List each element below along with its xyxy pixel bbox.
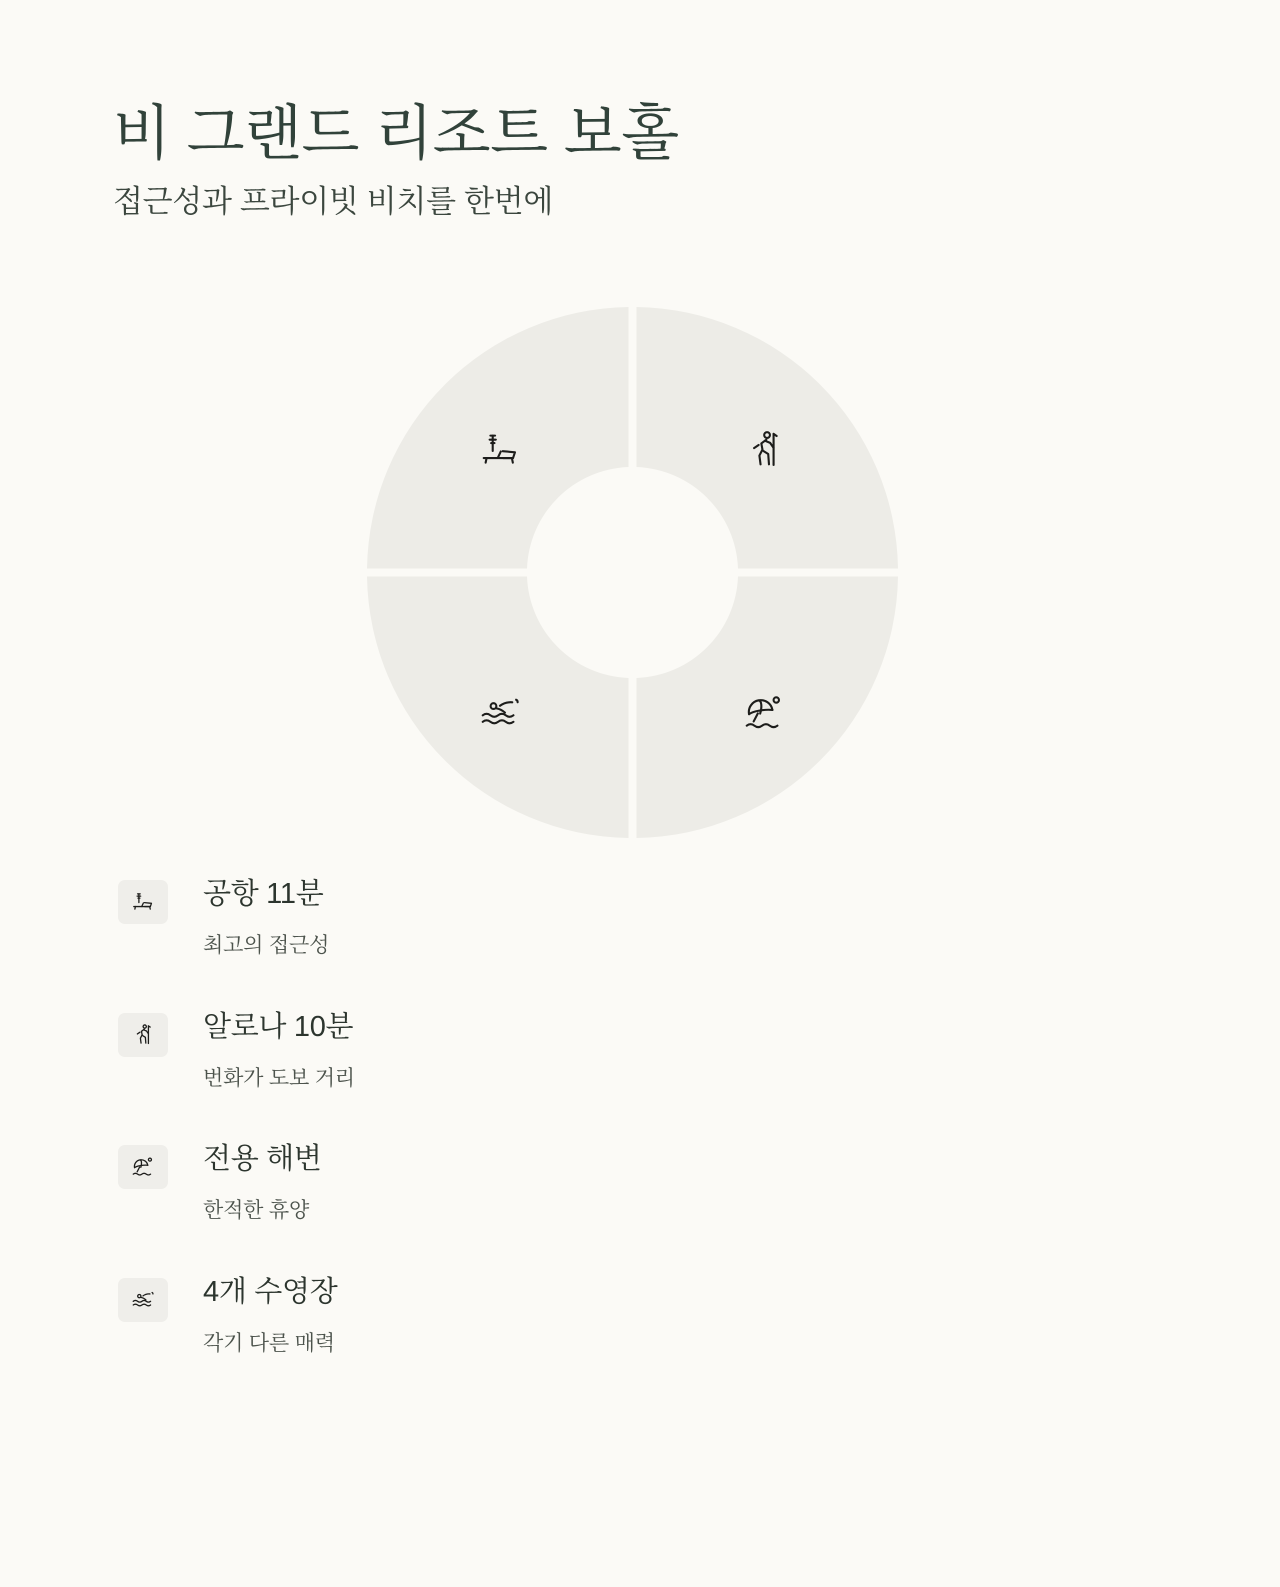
feature-title: 공항 11분 [203, 878, 324, 910]
list-item [118, 878, 1018, 959]
swimmer-icon [118, 1278, 168, 1322]
feature-text [203, 1276, 337, 1357]
feature-list [118, 878, 1018, 1356]
list-item [118, 1011, 1018, 1092]
hiker-icon [741, 427, 787, 473]
beach-umbrella-icon [118, 1145, 168, 1189]
donut-diagram [365, 305, 900, 840]
airport-tower-icon [477, 427, 523, 473]
hiker-icon [118, 1013, 168, 1057]
feature-text [203, 1011, 355, 1092]
feature-text [203, 1143, 322, 1224]
page-subtitle: 접근성과 프라이빗 비치를 한번에 [113, 184, 553, 220]
feature-text [203, 878, 329, 959]
swimmer-icon [477, 690, 523, 736]
page-title: 비 그랜드 리조트 보홀 [113, 100, 679, 167]
feature-subtitle: 번화가 도보 거리 [203, 1066, 355, 1090]
feature-subtitle: 최고의 접근성 [203, 934, 330, 958]
airport-tower-icon [118, 880, 168, 924]
feature-subtitle: 한적한 휴양 [203, 1199, 310, 1223]
list-item [118, 1276, 1018, 1357]
feature-title: 알로나 10분 [203, 1010, 354, 1043]
feature-title: 전용 해변 [203, 1143, 322, 1176]
list-item [118, 1143, 1018, 1224]
beach-umbrella-icon [741, 690, 787, 736]
feature-subtitle: 각기 다른 매력 [203, 1331, 335, 1355]
header [113, 100, 1013, 220]
feature-title: 4개 수영장 [203, 1275, 338, 1308]
